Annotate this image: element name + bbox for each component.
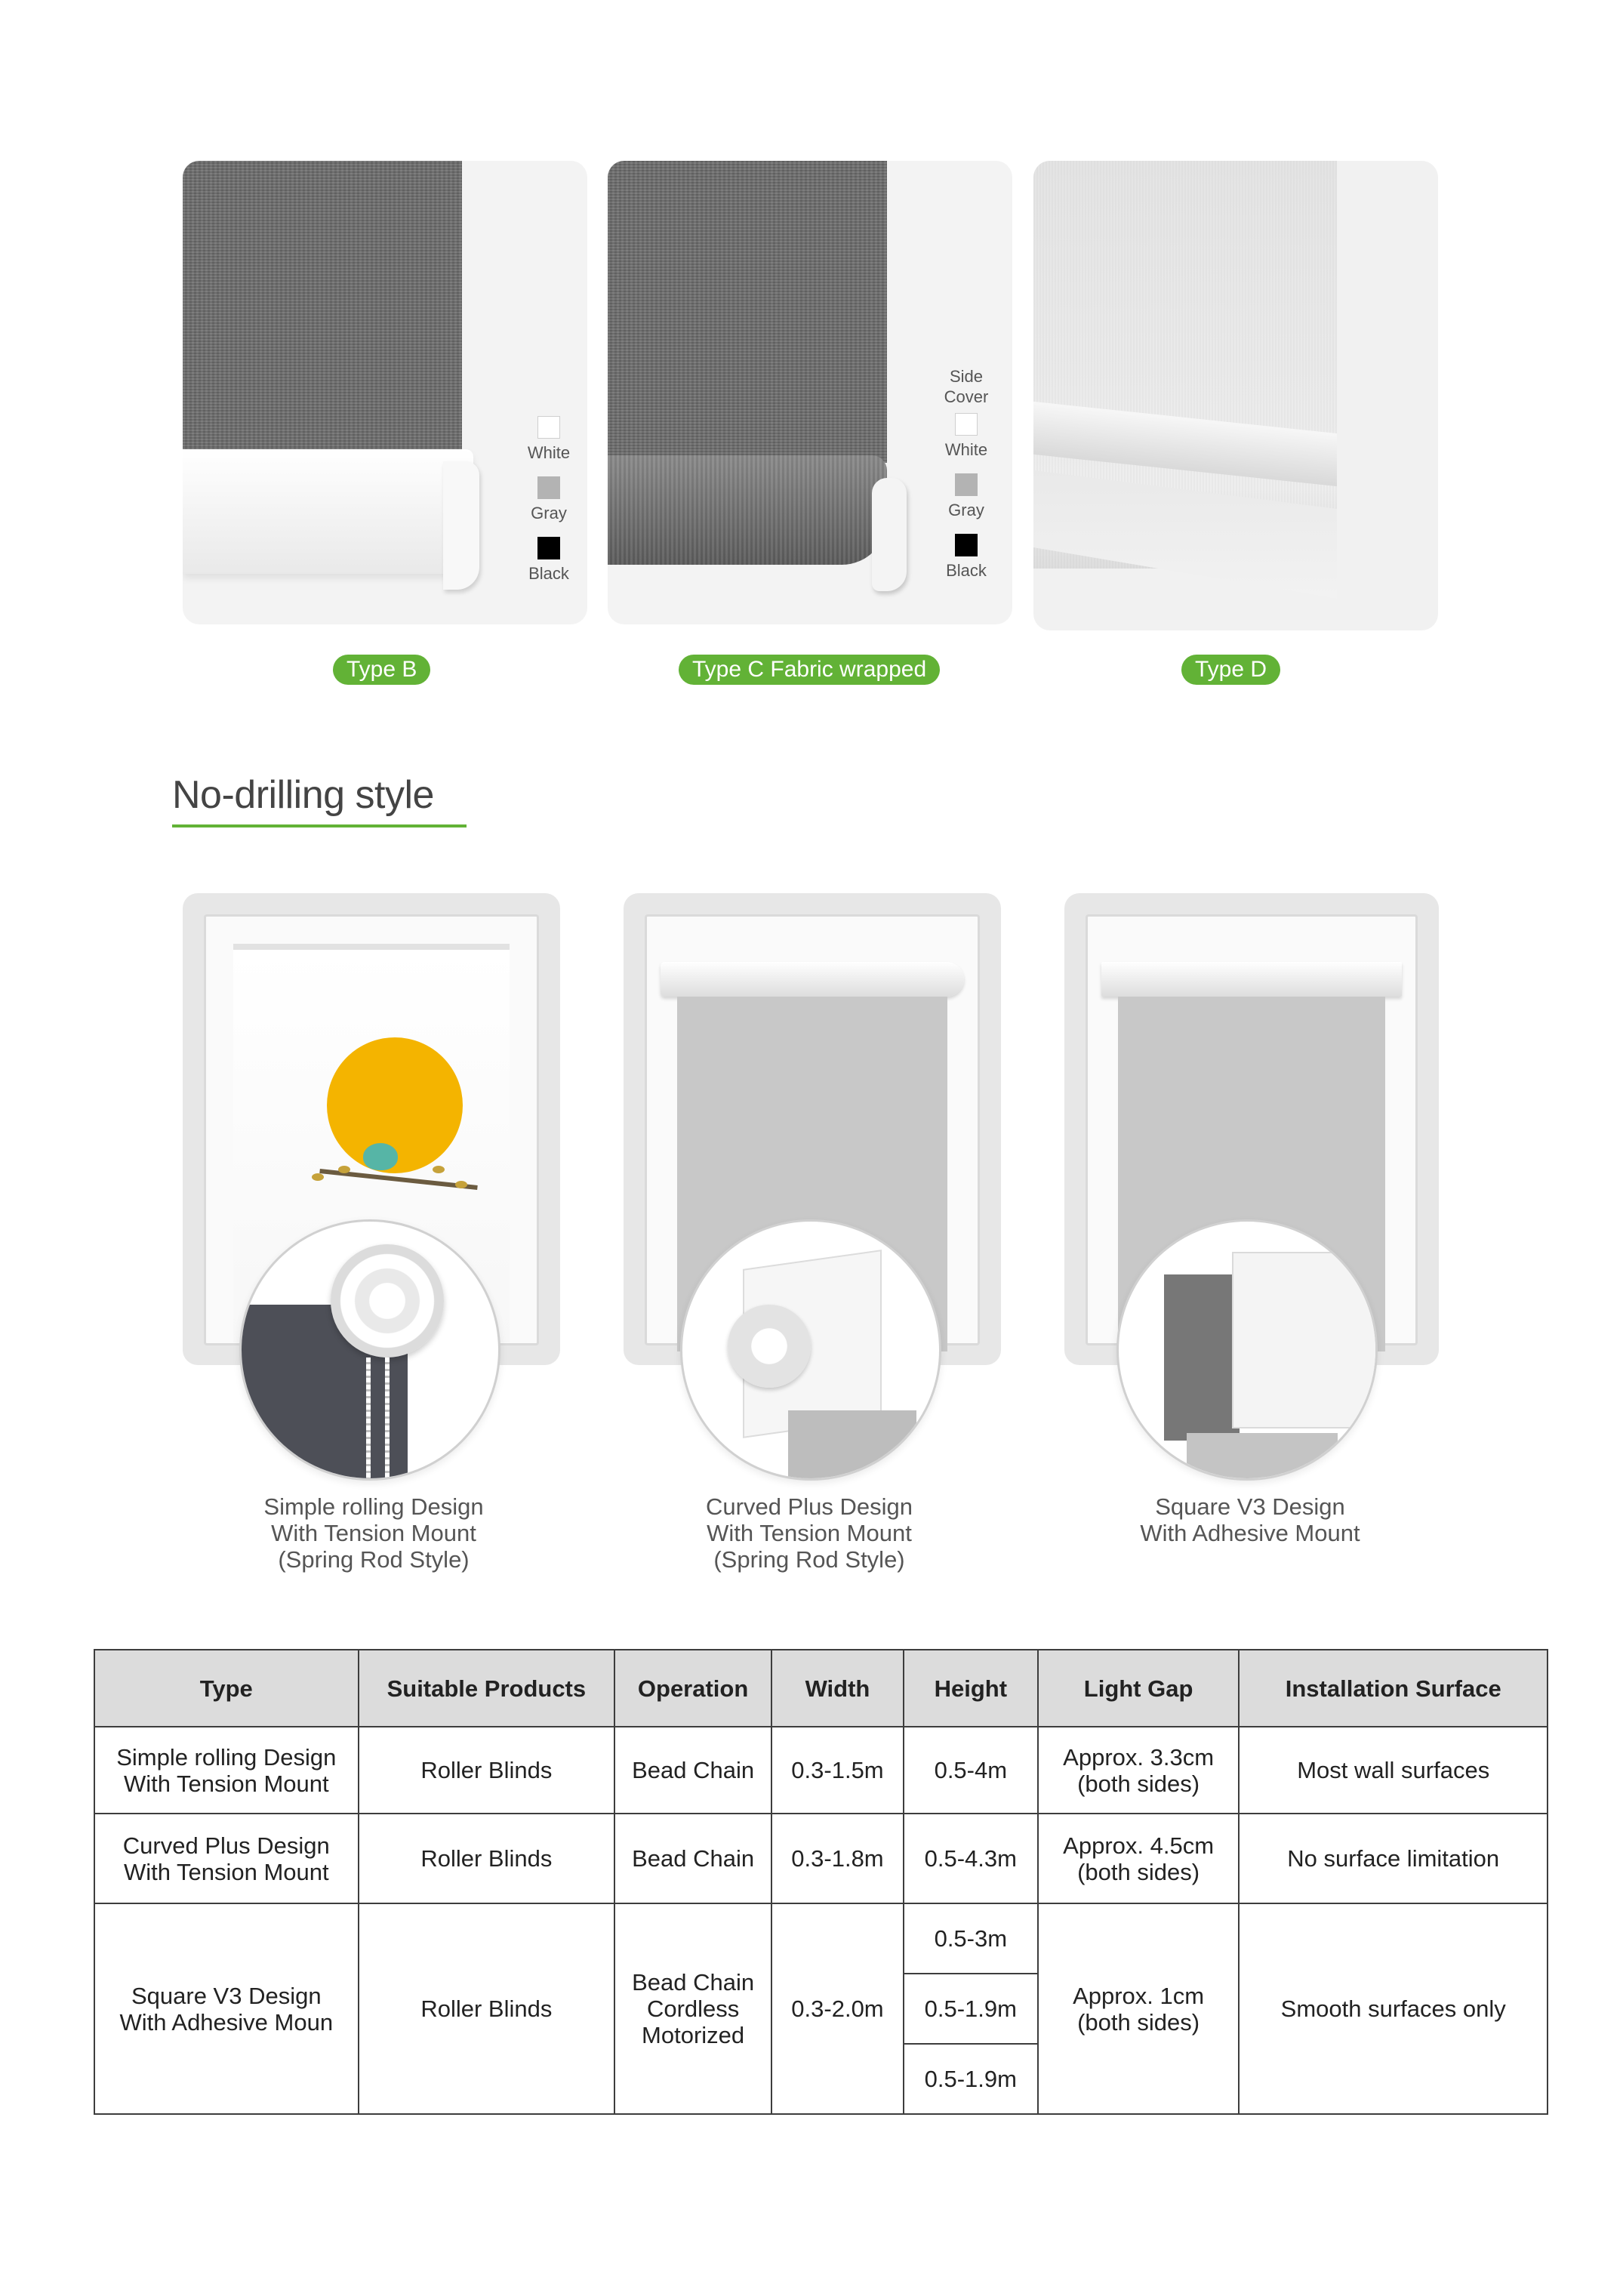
spring-end-disc [331,1244,444,1358]
caption-line: Curved Plus Design [706,1493,913,1520]
swatch-label: White [527,443,571,462]
leaf-graphic [312,1173,324,1181]
height-cell: 0.5-1.9m [904,1974,1038,2044]
leaf-graphic [433,1166,445,1173]
products-cell: Roller Blinds [359,1903,615,2114]
fabric-wrapped-rail [608,455,887,565]
leaf-graphic [455,1181,467,1188]
type-d-label: Type D [1181,655,1280,685]
height-cell: 0.5-4.3m [904,1814,1038,1903]
swatch-gray [537,476,560,499]
bottom-rail [183,449,473,574]
section-title: No-drilling style [172,773,434,817]
type-cell [94,1814,359,1903]
square-headrail [1101,962,1402,997]
swatch-label: Gray [948,501,984,519]
operation-line: Motorized [642,2022,745,2048]
type-c-image [608,161,1012,624]
operation-line: Cordless [646,1996,740,2022]
end-cap [443,461,479,590]
type-b-image [183,161,587,624]
table-row [94,1814,1548,1903]
caption-line: With Adhesive Mount [1140,1520,1360,1546]
leaf-graphic [338,1166,350,1173]
caption-line: (Spring Rod Style) [278,1546,470,1573]
table-header-row [94,1650,1548,1727]
swatch-label: Black [528,564,569,583]
fabric-texture [183,161,462,470]
products-cell: Roller Blinds [359,1814,615,1903]
width-cell: 0.3-1.5m [771,1727,904,1814]
type-line: Simple rolling Design [116,1743,337,1771]
fabric [788,1410,916,1481]
caption-line: With Tension Mount [707,1520,912,1546]
color-swatches [515,416,583,597]
swatch-label: Black [946,561,987,580]
gap-cell [1038,1903,1240,2114]
tension-mount-detail [239,1219,500,1481]
height-cell: 0.5-1.9m [904,2044,1038,2114]
header-cell: Installation Surface [1239,1650,1548,1727]
fabric [1187,1433,1338,1481]
header-cell: Type [94,1650,359,1727]
type-line: With Adhesive Moun [119,2008,334,2036]
header-cell: Width [771,1650,904,1727]
gap-line: Approx. 4.5cm [1063,1832,1215,1859]
swatch-black [955,534,978,556]
color-swatches [932,366,1000,594]
operation-line: Bead Chain [632,1969,755,1996]
curved-plus-detail [680,1219,941,1481]
type-cell [94,1727,359,1814]
design-caption [598,1493,1021,1573]
adhesive-mount-detail [1116,1219,1378,1481]
swatch-gray [955,473,978,496]
table-row [94,1903,1548,1974]
bead-chain [366,1358,371,1478]
header-cell: Suitable Products [359,1650,615,1727]
type-cell [94,1903,359,2114]
swatch-label: Gray [531,504,567,522]
table-row [94,1727,1548,1814]
type-line: With Tension Mount [123,1770,329,1797]
type-d-image [1033,161,1438,630]
design-caption [1039,1493,1461,1546]
caption-line: With Tension Mount [271,1520,476,1546]
operation-cell: Bead Chain [614,1814,771,1903]
section-underline [172,824,467,827]
square-bracket [1232,1252,1378,1428]
surface-cell: Smooth surfaces only [1239,1903,1548,2114]
bead-chain [385,1358,390,1478]
bird-graphic [363,1143,398,1170]
height-cell: 0.5-4m [904,1727,1038,1814]
type-line: With Tension Mount [123,1858,329,1885]
curved-headrail [661,962,964,997]
fabric-texture [608,161,887,463]
end-cap [872,478,907,591]
swatch-label: White [944,440,988,459]
adhesive-pad [1164,1274,1240,1441]
header-cell: Light Gap [1038,1650,1240,1727]
end-disc [728,1305,811,1388]
gap-cell [1038,1814,1240,1903]
height-cell: 0.5-3m [904,1903,1038,1974]
design-caption [162,1493,585,1573]
swatch-white [955,413,978,436]
type-c-label: Type C Fabric wrapped [679,655,940,685]
operation-cell: Bead Chain [614,1727,771,1814]
caption-line: Simple rolling Design [263,1493,484,1520]
operation-cell [614,1903,771,2114]
header-cell: Operation [614,1650,771,1727]
header-cell: Height [904,1650,1038,1727]
gap-line: Approx. 1cm [1073,1982,1205,2009]
surface-cell: No surface limitation [1239,1814,1548,1903]
swatch-black [537,537,560,559]
type-b-label: Type B [333,655,430,685]
side-cover-title: Side Cover [944,367,989,406]
gap-cell [1038,1727,1240,1814]
gap-line: (both sides) [1077,1858,1200,1885]
caption-line: Square V3 Design [1155,1493,1345,1520]
width-cell: 0.3-2.0m [771,1903,904,2114]
type-line: Curved Plus Design [122,1832,330,1859]
width-cell: 0.3-1.8m [771,1814,904,1903]
surface-cell: Most wall surfaces [1239,1727,1548,1814]
products-cell: Roller Blinds [359,1727,615,1814]
gap-line: (both sides) [1077,2008,1200,2036]
type-line: Square V3 Design [131,1982,322,2009]
swatch-white [537,416,560,439]
spec-table [94,1649,1548,2115]
gap-line: Approx. 3.3cm [1063,1743,1215,1771]
gap-line: (both sides) [1077,1770,1200,1797]
caption-line: (Spring Rod Style) [713,1546,905,1573]
